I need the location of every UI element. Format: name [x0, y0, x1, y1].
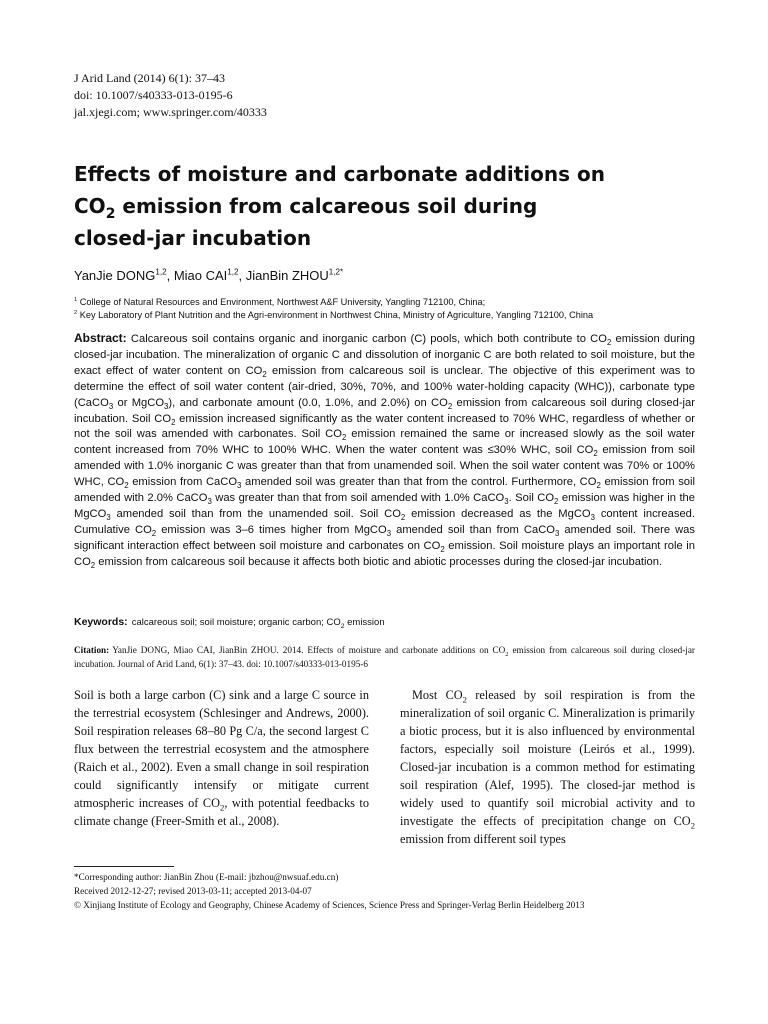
- subscript: 2: [262, 370, 267, 380]
- subscript: 2: [596, 481, 601, 491]
- abstract-label: Abstract:: [74, 331, 127, 345]
- journal-doi: doi: 10.1007/s40333-013-0195-6: [74, 88, 233, 102]
- journal-citation: J Arid Land (2014) 6(1): 37–43: [74, 71, 225, 85]
- body-text: emission from different soil types: [400, 832, 566, 846]
- subscript: 2: [690, 820, 695, 831]
- abstract-text: amended soil than from the unamended soil. Soil CO: [110, 507, 401, 520]
- citation-text: emission from calcareous soil during closed-jar incubation. Journal of Arid Land, 6(1): 37–43. doi: 10.1007/s40333-013-0195-6: [74, 645, 695, 669]
- journal-url: jal.xjegi.com; www.springer.com/40333: [74, 105, 267, 119]
- body-text: released by soil respiration is from the mineralization of soil organic C. Mineralization is primarily a biotic process, but it is also influenced by environmental factors, especially soil moisture (Leirós et al., 1999). Closed-jar incubation is a common method for estimating soil respiration (Alef, 1995). The closed-jar method is widely used to quantify soil microbial activity and to investigate the effects of precipitation change on CO: [400, 688, 695, 828]
- abstract-text: amended soil was greater than that from the control. Furthermore, CO: [241, 476, 597, 489]
- abstract-text: emission from calcareous soil during closed-jar incubation. Soil CO: [74, 396, 695, 425]
- author-list: [74, 268, 343, 283]
- author-2: Miao CAI: [173, 268, 228, 283]
- abstract-text: amended soil than from CaCO: [391, 523, 555, 536]
- author-separator: ,: [238, 268, 246, 283]
- keywords-text: calcareous soil; soil moisture; organic carbon; CO: [131, 617, 341, 628]
- subscript: 2: [171, 417, 176, 427]
- subscript: 2: [447, 401, 453, 411]
- citation: [74, 643, 695, 671]
- subscript: 2: [554, 497, 559, 507]
- abstract-text: emission from CaCO: [128, 476, 238, 489]
- affiliation-marker: 1: [74, 296, 78, 303]
- subscript: 3: [164, 401, 169, 411]
- abstract-text: content increased. Cumulative CO: [74, 507, 696, 536]
- abstract-text: emission during closed-jar incubation. The mineralization of organic C and dissolution of inorganic C are both related to soil moisture, but the exact effect of water content on CO: [74, 333, 695, 377]
- subscript: 3: [386, 529, 392, 539]
- abstract-text: or MgCO: [113, 396, 165, 409]
- subscript: 2: [462, 694, 467, 705]
- title-line-2a: CO: [74, 194, 106, 218]
- subscript: 2: [400, 513, 406, 523]
- body-column-left: [74, 686, 369, 830]
- keywords: [74, 616, 695, 628]
- abstract-text: emission from soil amended with 1.0% inorganic C was greater than that from unamended soil. When the soil water content was 70% or 100% WHC, CO: [74, 444, 695, 489]
- abstract-text: . Soil CO: [508, 492, 555, 505]
- abstract-text: Calcareous soil contains organic and inorganic carbon (C) pools, which both contribute to CO: [126, 333, 607, 345]
- copyright-notice: © Xinjiang Institute of Ecology and Geography, Chinese Academy of Sciences, Science Press and Springer-Verlag Berlin Heidelberg 2013: [74, 900, 585, 910]
- subscript: 2: [440, 545, 445, 555]
- affiliation-2: [74, 310, 704, 320]
- corresponding-author: *Corresponding author: JianBin Zhou (E-mail: jbzhou@nwsuaf.edu.cn): [74, 872, 339, 882]
- author-3-affil: 1,2*: [328, 267, 344, 277]
- abstract-text: emission was 3–6 times higher from MgCO: [156, 523, 387, 536]
- abstract-text: amended soil. There was significant interaction effect between soil moisture and carbonates on CO: [74, 523, 695, 552]
- subscript: 3: [554, 529, 560, 539]
- subscript: 2: [220, 802, 225, 813]
- subscript: 2: [340, 622, 345, 630]
- author-2-affil: 1,2: [227, 267, 239, 277]
- subscript: 2: [505, 650, 509, 658]
- abstract-text: emission from calcareous soil because it affects both biotic and abiotic processes during the closed-jar incubation.: [95, 555, 663, 568]
- keywords-label: Keywords:: [74, 616, 128, 628]
- title-line-1: Effects of moisture and carbonate additions on: [74, 162, 605, 186]
- author-1-affil: 1,2: [155, 267, 167, 277]
- abstract-text: emission was higher in the MgCO: [74, 492, 695, 520]
- citation-label: Citation:: [74, 645, 110, 655]
- affiliation-text: Key Laboratory of Plant Nutrition and the Agri-environment in Northwest China, Ministry of Agriculture, Yangling 712100, China: [77, 310, 594, 320]
- author-3: JianBin ZHOU: [245, 268, 329, 283]
- subscript: 2: [90, 560, 96, 570]
- body-text: Most CO: [412, 688, 463, 702]
- affiliation-1: [74, 297, 704, 307]
- abstract-text: was greater than that from soil amended with 1.0% CaCO: [211, 492, 505, 505]
- subscript: 2: [151, 529, 157, 539]
- abstract-text: emission from soil amended with 2.0% CaCO: [74, 476, 695, 505]
- subscript: 3: [108, 401, 114, 411]
- journal-header: [74, 70, 267, 121]
- affiliation-marker: 2: [74, 309, 78, 316]
- abstract-text: ), and carbonate amount (0.0, 1.0%, and 2.0%) on CO: [168, 396, 448, 409]
- subscript: 2: [341, 433, 347, 443]
- abstract-text: emission decreased as the MgCO: [405, 507, 591, 520]
- subscript: 3: [237, 481, 242, 491]
- subscript: 2: [606, 338, 612, 348]
- subscript: 2: [124, 481, 129, 491]
- footnotes: [74, 870, 695, 912]
- citation-text: YanJie DONG, Miao CAI, JianBin ZHOU. 2014. Effects of moisture and carbonate additions on CO: [112, 645, 506, 655]
- keywords-text: emission: [344, 617, 385, 628]
- abstract-text: emission increased significantly as the water content increased to 70% WHC, regardless of whether or not the soil was amended with carbonates. Soil CO: [74, 412, 695, 441]
- received-dates: Received 2012-12-27; revised 2013-03-11; accepted 2013-04-07: [74, 886, 312, 896]
- subscript: 2: [593, 449, 598, 459]
- body-column-right: [400, 686, 695, 848]
- subscript: 3: [207, 497, 212, 507]
- body-text: Soil is both a large carbon (C) sink and a large C source in the terrestrial ecosystem (Schlesinger and Andrews, 2000). Soil respiration releases 68–80 Pg C/a, the second largest C flux between the terrestrial ecosystem and the atmosphere (Raich et al., 2002). Even a small change in soil respiration could significantly intensify or mitigate current atmospheric increases of CO: [74, 688, 369, 810]
- title-subscript: 2: [105, 206, 116, 222]
- abstract-text: emission. Soil moisture plays an important role in CO: [74, 539, 695, 568]
- affiliation-text: College of Natural Resources and Environment, Northwest A&F University, Yangling 712100, China;: [77, 297, 486, 307]
- abstract: [74, 331, 695, 571]
- subscript: 3: [106, 513, 111, 523]
- author-separator: ,: [166, 268, 174, 283]
- abstract-text: emission remained the same or increased slowly as the soil water content increased from 70% WHC to 100% WHC. When the water content was ≤30% WHC, soil CO: [74, 428, 695, 457]
- body-text: , with potential feedbacks to climate change (Freer-Smith et al., 2008).: [74, 796, 370, 828]
- title-line-2b: emission from calcareous soil during: [115, 194, 538, 218]
- title-line-3: closed-jar incubation: [74, 226, 312, 250]
- footnote-divider: [74, 866, 174, 867]
- abstract-text: emission from calcareous soil is unclear. The objective of this experiment was to determine the effect of soil water content (air-dried, 30%, 70%, and 100% water-holding capacity (WHC)), carbonate type (CaCO: [74, 364, 695, 409]
- article-title: [74, 158, 674, 254]
- subscript: 3: [504, 497, 509, 507]
- author-1: YanJie DONG: [74, 268, 156, 283]
- subscript: 3: [590, 513, 595, 523]
